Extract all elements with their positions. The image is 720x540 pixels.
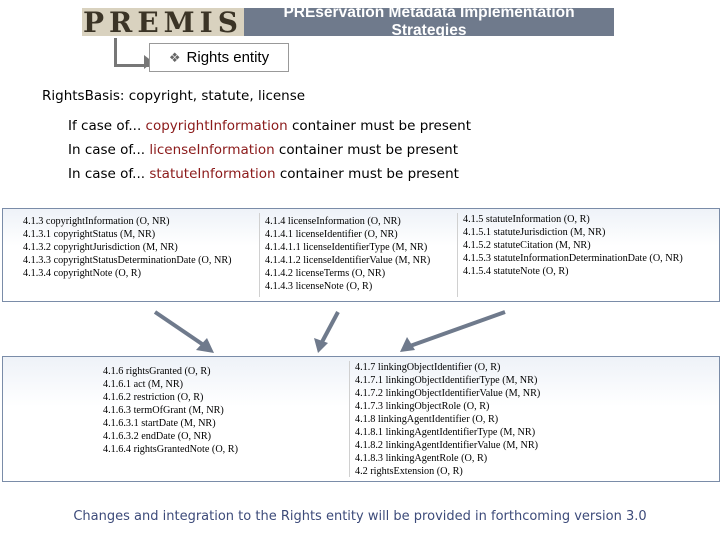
case-keyword: statuteInformation: [149, 166, 276, 182]
element-entry: 4.1.7 linkingObjectIdentifier (O, R): [355, 362, 501, 373]
element-entry: 4.1.3 copyrightInformation (O, NR): [23, 216, 170, 227]
element-entry: 4.2 rightsExtension (O, R): [355, 466, 463, 477]
entity-label: Rights entity: [186, 49, 270, 66]
element-entry: 4.1.6.3.1 startDate (M, NR): [103, 418, 216, 429]
element-entry: 4.1.3.2 copyrightJurisdiction (M, NR): [23, 242, 178, 253]
case-suffix: container must be present: [274, 142, 458, 158]
entity-label-box: [149, 43, 289, 72]
case-line-license: [68, 142, 458, 158]
premis-banner: [82, 4, 614, 39]
element-entry: 4.1.4 licenseInformation (O, NR): [265, 216, 401, 227]
license-column: [265, 215, 430, 293]
footer-note: Changes and integration to the Rights entity will be provided in forthcoming version 3.0: [73, 509, 647, 524]
arrow-down-left-icon: [314, 312, 338, 353]
element-entry: 4.1.8.2 linkingAgentIdentifierValue (M, NR): [355, 440, 539, 451]
element-entry: 4.1.6.3.2 endDate (O, NR): [103, 431, 212, 442]
entity-diamond-icon: ❖: [168, 49, 181, 65]
copyright-column: [23, 215, 232, 280]
element-entry: 4.1.6 rightsGranted (O, R): [103, 366, 211, 377]
case-suffix: container must be present: [275, 166, 459, 182]
element-entry: 4.1.7.1 linkingObjectIdentifierType (M, NR): [355, 375, 538, 386]
element-entry: 4.1.8.3 linkingAgentRole (O, R): [355, 453, 488, 464]
element-entry: 4.1.5.1 statuteJurisdiction (M, NR): [463, 227, 606, 238]
case-prefix: If case of...: [68, 118, 146, 134]
element-entry: 4.1.5.3 statuteInformationDeterminationDate (O, NR): [463, 253, 683, 264]
case-line-copyright: [68, 118, 471, 134]
element-entry: 4.1.6.1 act (M, NR): [103, 379, 184, 390]
element-entry: 4.1.4.3 licenseNote (O, R): [265, 281, 373, 292]
element-entry: 4.1.8.1 linkingAgentIdentifierType (M, NR): [355, 427, 536, 438]
element-entry: 4.1.5.2 statuteCitation (M, NR): [463, 240, 591, 251]
case-line-statute: [68, 166, 459, 182]
flow-arrows: [0, 300, 720, 358]
element-entry: 4.1.4.1 licenseIdentifier (O, NR): [265, 229, 398, 240]
bottom-panel: [2, 356, 720, 482]
case-prefix: In case of...: [68, 166, 150, 182]
element-entry: 4.1.4.1.2 licenseIdentifierValue (M, NR): [265, 255, 431, 266]
element-entry: 4.1.3.4 copyrightNote (O, R): [23, 268, 141, 279]
element-entry: 4.1.3.3 copyrightStatusDeterminationDate (O, NR): [23, 255, 232, 266]
element-entry: 4.1.7.2 linkingObjectIdentifierValue (M, NR): [355, 388, 541, 399]
linking-column: [355, 361, 540, 478]
case-prefix: In case of...: [68, 142, 150, 158]
statute-column: [463, 213, 683, 278]
element-entry: 4.1.3.1 copyrightStatus (M, NR): [23, 229, 156, 240]
case-keyword: licenseInformation: [149, 142, 275, 158]
banner-title: PREservation Metadata Implementation Strategies: [283, 4, 575, 39]
rights-basis-line: RightsBasis: copyright, statute, license: [42, 88, 306, 104]
case-keyword: copyrightInformation: [145, 118, 288, 134]
premis-logo: PREMIS: [83, 5, 243, 39]
element-entry: 4.1.6.2 restriction (O, R): [103, 392, 204, 403]
column-divider: [457, 213, 458, 297]
element-entry: 4.1.5.4 statuteNote (O, R): [463, 266, 569, 277]
case-suffix: container must be present: [287, 118, 472, 134]
top-panel: [2, 208, 720, 302]
column-divider: [259, 213, 260, 297]
element-entry: 4.1.7.3 linkingObjectRole (O, R): [355, 401, 490, 412]
element-entry: 4.1.8 linkingAgentIdentifier (O, R): [355, 414, 499, 425]
arrow-down-left-icon: [400, 312, 505, 352]
arrow-down-right-icon: [155, 312, 214, 353]
column-divider: [349, 361, 350, 477]
element-entry: 4.1.4.1.1 licenseIdentifierType (M, NR): [265, 242, 428, 253]
element-entry: 4.1.6.3 termOfGrant (M, NR): [103, 405, 224, 416]
rights-granted-column: [103, 365, 238, 456]
element-entry: 4.1.4.2 licenseTerms (O, NR): [265, 268, 386, 279]
element-entry: 4.1.6.4 rightsGrantedNote (O, R): [103, 444, 238, 455]
element-entry: 4.1.5 statuteInformation (O, R): [463, 214, 590, 225]
